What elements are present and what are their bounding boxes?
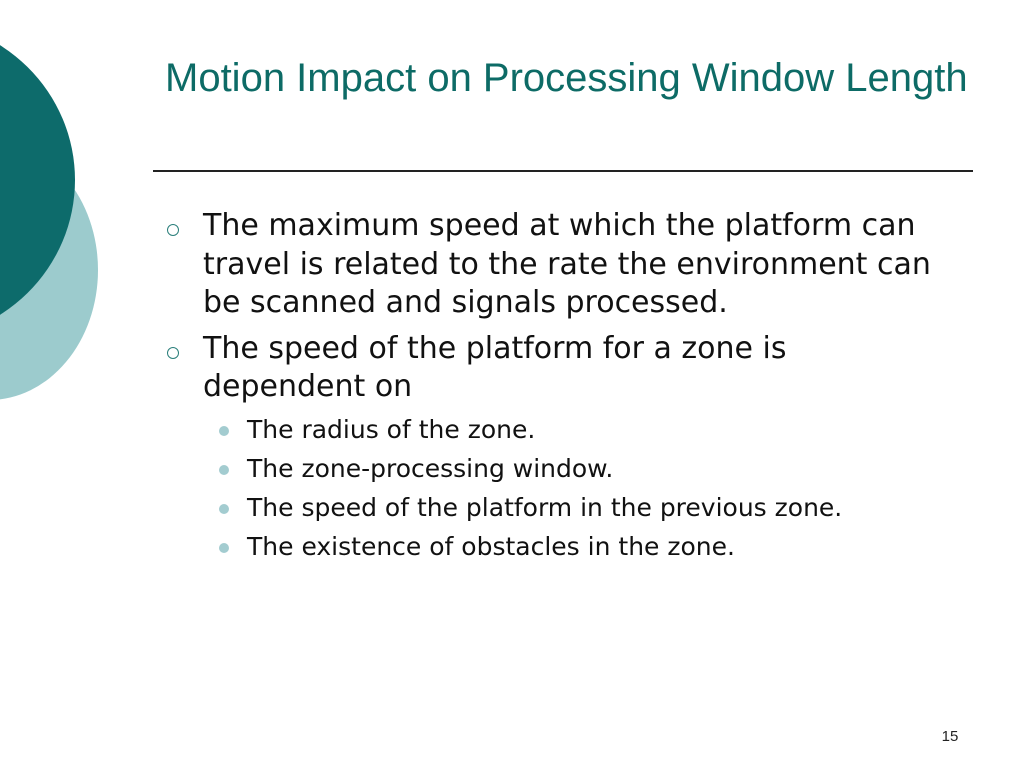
bullet-item — [165, 330, 945, 407]
sub-bullet-text: The zone-processing window. — [247, 453, 614, 483]
sub-bullet-item — [165, 531, 945, 562]
dot-bullet-icon — [219, 426, 229, 436]
dot-bullet-icon — [219, 465, 229, 475]
page-number: 15 — [941, 728, 959, 745]
bullet-text: The speed of the platform for a zone is dependent on — [203, 330, 787, 404]
bullet-text: The maximum speed at which the platform can travel is related to the rate the environment can be scanned and signals processed. — [203, 208, 931, 320]
slide-title: Motion Impact on Processing Window Length — [165, 56, 968, 100]
sub-bullet-item — [165, 453, 945, 484]
sub-bullet-text: The speed of the platform in the previous zone. — [247, 492, 843, 522]
bullet-item — [165, 207, 945, 323]
sub-bullet-text: The radius of the zone. — [247, 414, 536, 444]
dot-bullet-icon — [219, 543, 229, 553]
dot-bullet-icon — [219, 504, 229, 514]
sub-bullet-item — [165, 414, 945, 445]
hollow-circle-bullet-icon — [167, 224, 179, 236]
sub-bullet-list — [165, 414, 945, 562]
sub-bullet-item — [165, 492, 945, 523]
title-divider — [153, 170, 973, 172]
sub-bullet-text: The existence of obstacles in the zone. — [247, 531, 735, 561]
hollow-circle-bullet-icon — [167, 347, 179, 359]
slide-content — [165, 207, 945, 570]
